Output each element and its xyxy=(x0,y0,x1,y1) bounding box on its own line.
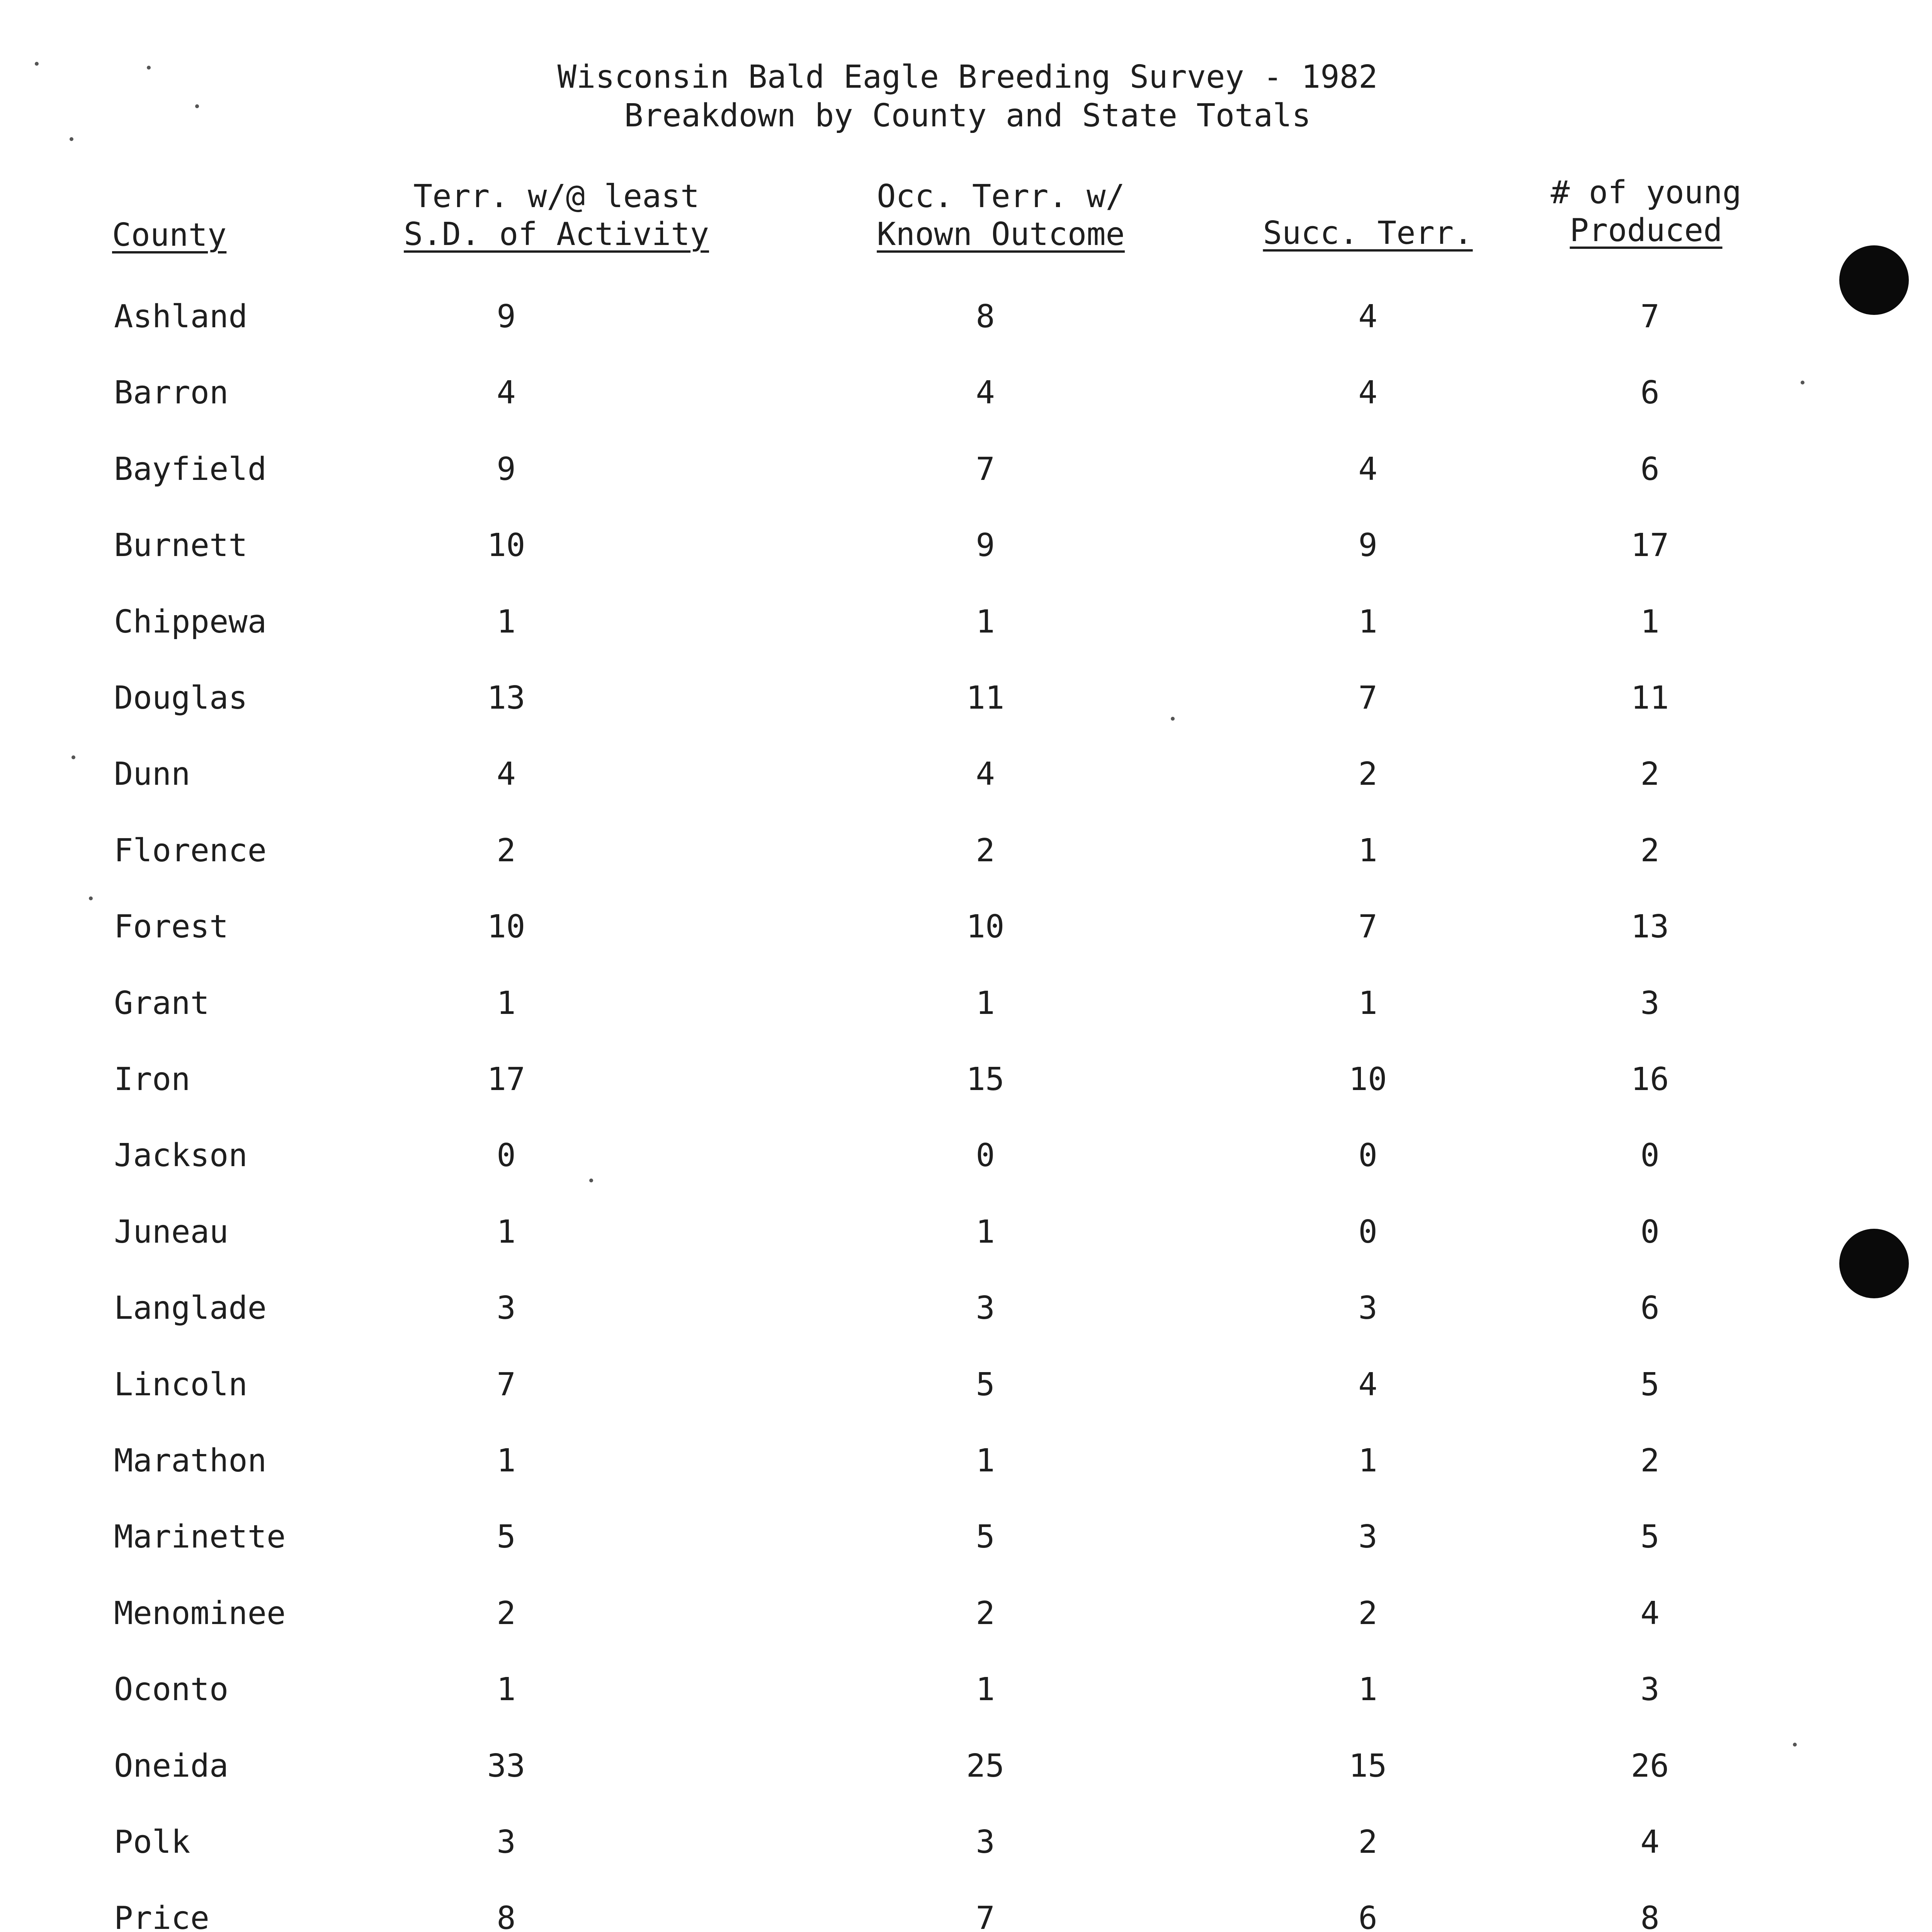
county-name-cell: Marathon xyxy=(114,1442,267,1479)
table-row xyxy=(0,599,1932,645)
young-produced-cell: 11 xyxy=(1631,680,1669,716)
young-produced-cell: 8 xyxy=(1640,1900,1660,1932)
young-produced-cell: 0 xyxy=(1640,1213,1660,1250)
scan-speck xyxy=(70,137,73,141)
county-name-cell: Lincoln xyxy=(114,1366,248,1403)
occupied-territories-cell: 7 xyxy=(976,1900,995,1932)
young-produced-cell: 5 xyxy=(1640,1519,1660,1556)
occupied-territories-cell: 5 xyxy=(976,1519,995,1556)
county-name-cell: Oconto xyxy=(114,1671,229,1708)
successful-territories-cell: 1 xyxy=(1358,832,1378,869)
successful-territories-cell: 6 xyxy=(1358,1900,1378,1932)
county-name-cell: Dunn xyxy=(114,756,190,793)
occupied-territories-cell: 0 xyxy=(976,1137,995,1174)
title-line-1: Wisconsin Bald Eagle Breeding Survey - 1982 xyxy=(557,59,1378,95)
young-produced-cell: 6 xyxy=(1640,451,1660,488)
successful-territories-cell: 0 xyxy=(1358,1213,1378,1250)
territories-activity-cell: 13 xyxy=(487,680,526,716)
table-row xyxy=(0,522,1932,569)
table-row xyxy=(0,828,1932,874)
occupied-territories-cell: 4 xyxy=(976,374,995,412)
territories-activity-cell: 2 xyxy=(497,832,516,869)
table-row xyxy=(0,1590,1932,1637)
territories-activity-cell: 1 xyxy=(497,603,516,640)
scan-speck xyxy=(35,62,39,66)
table-row xyxy=(0,1667,1932,1713)
county-name-cell: Jackson xyxy=(114,1137,248,1174)
occupied-territories-cell: 1 xyxy=(976,985,995,1022)
territories-activity-cell: 0 xyxy=(497,1137,516,1174)
col4-header-line-1: # of young xyxy=(1551,174,1742,211)
table-row xyxy=(0,1209,1932,1255)
successful-territories-cell: 4 xyxy=(1358,1366,1378,1403)
table-row xyxy=(0,294,1932,340)
young-produced-cell: 1 xyxy=(1640,603,1660,640)
young-produced-cell: 6 xyxy=(1640,1290,1660,1327)
scan-speck xyxy=(589,1179,593,1182)
young-produced-cell: 2 xyxy=(1640,756,1660,793)
territories-activity-cell: 1 xyxy=(497,985,516,1022)
young-produced-cell: 4 xyxy=(1640,1595,1660,1632)
young-produced-cell: 16 xyxy=(1631,1061,1669,1098)
county-name-cell: Grant xyxy=(114,985,209,1022)
county-name-cell: Douglas xyxy=(114,680,248,716)
punch-hole xyxy=(1839,245,1909,315)
scan-speck xyxy=(71,755,75,759)
territories-activity-cell: 10 xyxy=(487,527,526,564)
occupied-territories-cell: 5 xyxy=(976,1366,995,1403)
successful-territories-cell: 1 xyxy=(1358,985,1378,1022)
territories-activity-cell: 4 xyxy=(497,374,516,412)
table-row xyxy=(0,1514,1932,1560)
successful-territories-cell: 15 xyxy=(1349,1747,1387,1784)
young-produced-cell: 5 xyxy=(1640,1366,1660,1403)
territories-activity-cell: 9 xyxy=(497,298,516,335)
successful-territories-cell: 9 xyxy=(1358,527,1378,564)
successful-territories-cell: 7 xyxy=(1358,908,1378,946)
successful-territories-cell: 4 xyxy=(1358,298,1378,335)
successful-territories-cell: 3 xyxy=(1358,1519,1378,1556)
occupied-territories-cell: 10 xyxy=(966,908,1005,946)
table-row xyxy=(0,1285,1932,1332)
occupied-territories-cell: 2 xyxy=(976,832,995,869)
territories-activity-cell: 33 xyxy=(487,1747,526,1784)
table-row xyxy=(0,370,1932,416)
young-produced-cell: 3 xyxy=(1640,985,1660,1022)
territories-activity-cell: 9 xyxy=(497,451,516,488)
territories-activity-cell: 3 xyxy=(497,1824,516,1861)
occupied-territories-cell: 1 xyxy=(976,1213,995,1250)
table-row xyxy=(0,1743,1932,1789)
county-name-cell: Oneida xyxy=(114,1747,229,1784)
county-name-cell: Burnett xyxy=(114,527,248,564)
young-produced-cell: 7 xyxy=(1640,298,1660,335)
young-produced-cell: 0 xyxy=(1640,1137,1660,1174)
county-name-cell: Florence xyxy=(114,832,267,869)
table-row xyxy=(0,980,1932,1027)
county-name-cell: Menominee xyxy=(114,1595,286,1632)
scan-speck xyxy=(89,896,93,900)
successful-territories-cell: 1 xyxy=(1358,603,1378,640)
table-row xyxy=(0,1438,1932,1484)
scan-speck xyxy=(1801,381,1804,384)
county-name-cell: Barron xyxy=(114,374,229,412)
county-name-cell: Bayfield xyxy=(114,451,267,488)
territories-activity-cell: 4 xyxy=(497,756,516,793)
territories-activity-cell: 7 xyxy=(497,1366,516,1403)
occupied-territories-cell: 7 xyxy=(976,451,995,488)
young-produced-cell: 2 xyxy=(1640,832,1660,869)
county-name-cell: Iron xyxy=(114,1061,190,1098)
occupied-territories-cell: 2 xyxy=(976,1595,995,1632)
successful-territories-cell: 4 xyxy=(1358,374,1378,412)
occupied-territories-cell: 25 xyxy=(966,1747,1005,1784)
col2-header-line-2: Known Outcome xyxy=(877,216,1125,253)
col4-header-line-2: Produced xyxy=(1570,212,1723,249)
occupied-territories-cell: 1 xyxy=(976,603,995,640)
successful-territories-cell: 1 xyxy=(1358,1671,1378,1708)
territories-activity-cell: 1 xyxy=(497,1213,516,1250)
occupied-territories-cell: 8 xyxy=(976,298,995,335)
territories-activity-cell: 2 xyxy=(497,1595,516,1632)
young-produced-cell: 26 xyxy=(1631,1747,1669,1784)
successful-territories-cell: 1 xyxy=(1358,1442,1378,1479)
successful-territories-cell: 10 xyxy=(1349,1061,1387,1098)
scan-speck xyxy=(195,104,199,108)
territories-activity-cell: 5 xyxy=(497,1519,516,1556)
occupied-territories-cell: 11 xyxy=(966,680,1005,716)
occupied-territories-cell: 3 xyxy=(976,1290,995,1327)
young-produced-cell: 6 xyxy=(1640,374,1660,412)
young-produced-cell: 3 xyxy=(1640,1671,1660,1708)
young-produced-cell: 13 xyxy=(1631,908,1669,946)
table-row xyxy=(0,1362,1932,1408)
table-row xyxy=(0,1056,1932,1103)
table-row xyxy=(0,446,1932,493)
territories-activity-cell: 3 xyxy=(497,1290,516,1327)
punch-hole xyxy=(1839,1229,1909,1298)
table-row xyxy=(0,675,1932,721)
successful-territories-cell: 4 xyxy=(1358,451,1378,488)
table-row xyxy=(0,1895,1932,1932)
territories-activity-cell: 1 xyxy=(497,1671,516,1708)
county-header-label: County xyxy=(112,217,227,253)
table-row xyxy=(0,751,1932,798)
county-name-cell: Forest xyxy=(114,908,229,946)
scan-speck xyxy=(1793,1743,1797,1747)
successful-territories-cell: 2 xyxy=(1358,1824,1378,1861)
occupied-territories-cell: 1 xyxy=(976,1671,995,1708)
county-name-cell: Chippewa xyxy=(114,603,267,640)
title-line-2: Breakdown by County and State Totals xyxy=(624,97,1311,134)
col1-header-line-2: S.D. of Activity xyxy=(404,216,709,253)
territories-activity-cell: 8 xyxy=(497,1900,516,1932)
territories-activity-cell: 10 xyxy=(487,908,526,946)
occupied-territories-cell: 15 xyxy=(966,1061,1005,1098)
successful-territories-cell: 3 xyxy=(1358,1290,1378,1327)
occupied-territories-cell: 4 xyxy=(976,756,995,793)
county-name-cell: Marinette xyxy=(114,1519,286,1556)
col1-header-line-1: Terr. w/@ least xyxy=(413,178,700,215)
county-name-cell: Langlade xyxy=(114,1290,267,1327)
col2-header-line-1: Occ. Terr. w/ xyxy=(877,178,1125,215)
scan-speck xyxy=(147,66,151,70)
successful-territories-cell: 2 xyxy=(1358,756,1378,793)
county-name-cell: Polk xyxy=(114,1824,190,1861)
table-row xyxy=(0,1819,1932,1866)
territories-activity-cell: 17 xyxy=(487,1061,526,1098)
col3-header-line-1: Succ. Terr. xyxy=(1263,215,1473,252)
county-name-cell: Juneau xyxy=(114,1213,229,1250)
young-produced-cell: 2 xyxy=(1640,1442,1660,1479)
successful-territories-cell: 0 xyxy=(1358,1137,1378,1174)
county-name-cell: Ashland xyxy=(114,298,248,335)
young-produced-cell: 4 xyxy=(1640,1824,1660,1861)
territories-activity-cell: 1 xyxy=(497,1442,516,1479)
table-row xyxy=(0,1133,1932,1179)
occupied-territories-cell: 3 xyxy=(976,1824,995,1861)
occupied-territories-cell: 9 xyxy=(976,527,995,564)
county-name-cell: Price xyxy=(114,1900,209,1932)
successful-territories-cell: 7 xyxy=(1358,680,1378,716)
young-produced-cell: 17 xyxy=(1631,527,1669,564)
table-row xyxy=(0,904,1932,950)
occupied-territories-cell: 1 xyxy=(976,1442,995,1479)
scan-speck xyxy=(1171,717,1175,721)
successful-territories-cell: 2 xyxy=(1358,1595,1378,1632)
